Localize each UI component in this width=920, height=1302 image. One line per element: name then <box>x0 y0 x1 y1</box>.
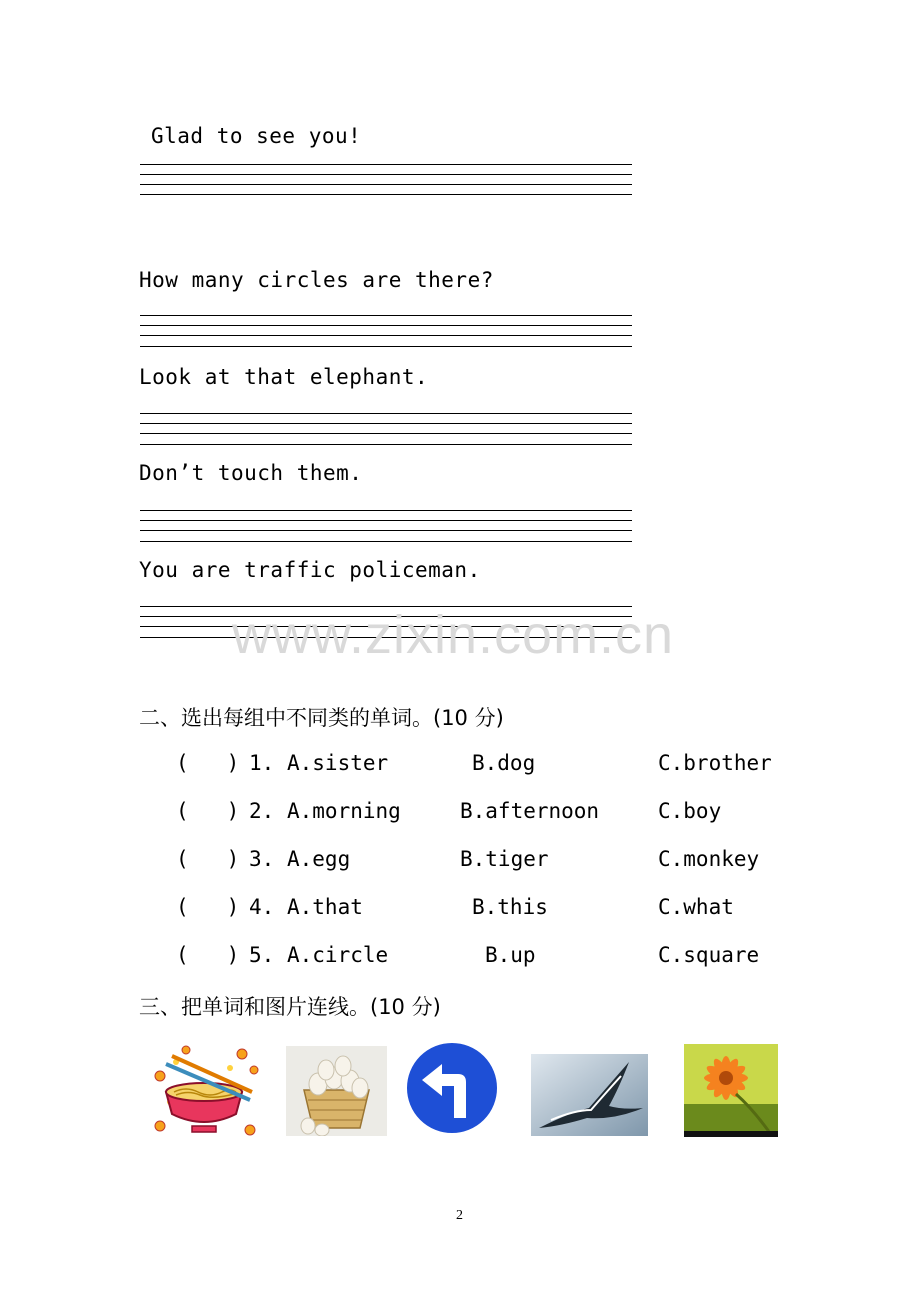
answer-paren[interactable]: ( ) <box>176 847 240 871</box>
option-a: A.that <box>287 895 363 919</box>
option-b: B.tiger <box>460 847 549 871</box>
sentence-1: Glad to see you! <box>151 124 362 148</box>
answer-paren[interactable]: ( ) <box>176 943 240 967</box>
option-b: B.this <box>472 895 548 919</box>
question-number: 3. <box>249 847 275 871</box>
noodles-picture[interactable] <box>146 1042 264 1140</box>
option-a: A.morning <box>287 799 401 823</box>
answer-paren[interactable]: ( ) <box>176 751 240 775</box>
turn-left-sign-picture[interactable] <box>404 1040 500 1136</box>
eggs-picture[interactable] <box>286 1046 387 1136</box>
answer-paren[interactable]: ( ) <box>176 799 240 823</box>
question-number: 2. <box>249 799 275 823</box>
page-number: 2 <box>456 1208 463 1223</box>
option-c: C.what <box>658 895 734 919</box>
sentence-2: How many circles are there? <box>139 268 494 292</box>
flower-picture[interactable] <box>684 1044 778 1137</box>
option-b: B.up <box>485 943 536 967</box>
option-a: A.egg <box>287 847 351 871</box>
answer-paren[interactable]: ( ) <box>176 895 240 919</box>
option-b: B.dog <box>472 751 536 775</box>
section3-title: 三、把单词和图片连线。(10 分) <box>139 995 441 1019</box>
bird-picture[interactable] <box>531 1054 648 1136</box>
option-c: C.boy <box>658 799 722 823</box>
question-number: 4. <box>249 895 275 919</box>
sentence-3: Look at that elephant. <box>139 365 429 389</box>
option-b: B.afternoon <box>460 799 600 823</box>
sentence-4: Don’t touch them. <box>139 461 363 485</box>
option-a: A.circle <box>287 943 389 967</box>
option-c: C.brother <box>658 751 772 775</box>
watermark: www.zixin.com.cn <box>232 605 675 665</box>
option-a: A.sister <box>287 751 389 775</box>
sentence-5: You are traffic policeman. <box>139 558 481 582</box>
section2-title: 二、选出每组中不同类的单词。(10 分) <box>139 706 504 730</box>
option-c: C.monkey <box>658 847 760 871</box>
question-number: 5. <box>249 943 275 967</box>
option-c: C.square <box>658 943 760 967</box>
question-number: 1. <box>249 751 275 775</box>
